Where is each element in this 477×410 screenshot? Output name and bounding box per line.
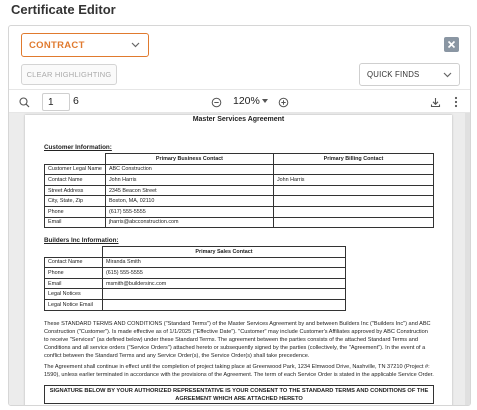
window-title: Certificate Editor [11,2,116,17]
caret-down-icon [262,99,268,104]
zoom-value: 120% [233,95,260,107]
quick-finds-label: QUICK FINDS [367,70,420,79]
document-viewer[interactable] [9,113,470,406]
billing-contact-header: Primary Billing Contact [273,154,433,165]
table-row: Email msmith@buildersinc.com [45,278,346,289]
chevron-down-icon [130,40,140,50]
customer-info-heading: Customer Information: [44,144,112,151]
signature-notice: SIGNATURE BELOW BY YOUR AUTHORIZED REPRESENTATIVE IS YOUR CONSENT TO THE STANDARD TERMS AND CONDITIONS OF THE AGREEMENT WHICH ARE ATTACHED HERETO [44,385,434,404]
table-row: Email jharris@abcconstruction.com [45,217,434,228]
builders-info-heading: Builders Inc Information: [44,237,119,244]
document-type-value: CONTRACT [29,39,85,51]
table-row: Street Address 2345 Beacon Street [45,185,434,196]
zoom-in-icon[interactable] [278,90,289,114]
customer-info-table [44,153,434,228]
more-options-icon[interactable] [454,90,458,114]
close-icon [447,40,456,49]
document-title: Master Services Agreement [192,116,285,123]
builders-info-table [44,246,346,311]
quick-finds-select[interactable] [359,63,460,86]
table-row: Customer Legal Name ABC Construction [45,164,434,175]
table-row: Phone (617) 555-5555 [45,206,434,217]
table-row: Contact Name John Harris John Harris [45,175,434,186]
viewer-scrollbar[interactable] [465,113,470,406]
table-row: City, State, Zip Boston, MA, 02110 [45,196,434,207]
standard-terms-paragraph: These STANDARD TERMS AND CONDITIONS ("Standard Terms") of the Master Services Agreement by and between Builders Inc ("Builders Inc") and ABC Construction ("Customer"). Is made effective as of 1/1/2025 ("Effective Date"). "Customer" may include Customer's Affiliates approved by ABC Construction to receive "Services" (as defined below) under these Standard Terms. The agreement between the parties consists of the attached Standard Terms and Conditions and all service orders ("Service Orders") attached hereto or subsequently signed by the parties (collectively, the "Agreement"). In the event of a conflict between the Standard Terms and any Service Order(s), the Service Order(s) shall take precedence. [44,321,431,359]
document-page [25,115,452,406]
editor-panel [8,25,471,406]
search-icon[interactable] [19,90,30,114]
zoom-out-icon[interactable] [211,90,222,114]
term-paragraph: The Agreement shall continue in effect until the completion of project taking place at Greenwood Park, 1234 Elmwood Drive, Nashville, TN 37210 (Project #: 1590), unless earlier terminated in accordance with the provisions of the Agreement. The term of each Service Order is stated in the applicable Service Order. [44,364,434,378]
business-contact-header: Primary Business Contact [105,154,273,165]
table-row: Phone (615) 555-5555 [45,268,346,279]
table-row: Legal Notice Email [45,299,346,310]
document-type-select[interactable] [21,33,149,57]
close-button[interactable] [444,37,459,52]
table-row: Legal Notices [45,289,346,300]
table-row: Contact Name Miranda Smith [45,257,346,268]
zoom-select[interactable] [233,95,268,107]
chevron-down-icon [442,70,452,80]
page-number-input[interactable]: 1 [42,93,70,111]
download-icon[interactable] [430,90,441,114]
pdf-toolbar [9,89,470,113]
page-count: 6 [73,95,79,107]
sales-contact-header: Primary Sales Contact [103,247,346,258]
clear-highlighting-button[interactable]: CLEAR HIGHLIGHTING [21,64,117,85]
